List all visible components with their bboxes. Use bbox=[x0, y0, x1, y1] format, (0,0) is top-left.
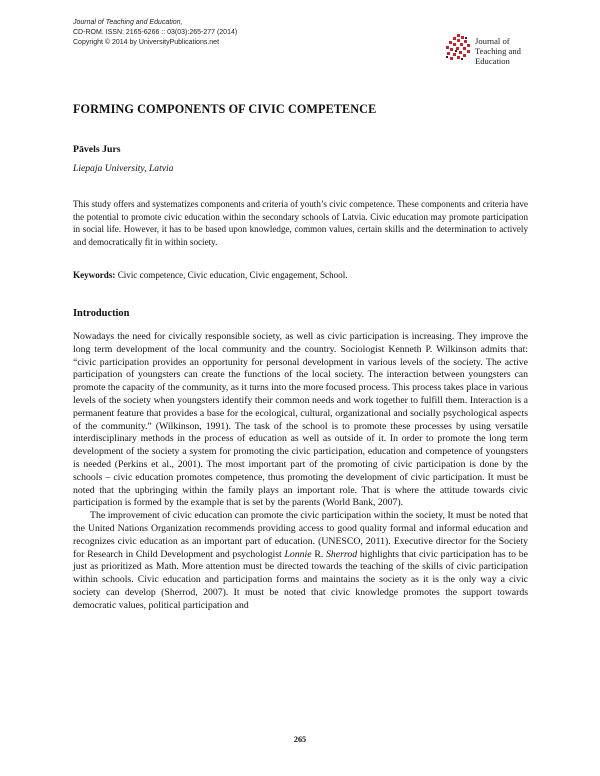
keywords-label: Keywords: bbox=[73, 270, 116, 280]
keywords-list: Civic competence, Civic education, Civic engagement, School. bbox=[115, 270, 348, 280]
section-heading-introduction: Introduction bbox=[73, 308, 130, 319]
journal-header bbox=[73, 18, 237, 47]
copyright-line: Copyright © 2014 by UniversityPublications.net bbox=[73, 38, 220, 46]
journal-name: Journal of Teaching and Education, bbox=[73, 19, 183, 26]
paragraph-1: Nowadays the need for civically responsible society, as well as civic participation is increasing. They improve the long term development of the local community and the country. Sociologist Kenneth P. Wilkinson admits that: “civic participation provides an opportunity for personal development in various levels of the society. The active participation of youngsters can create the functions of the local society. The interaction between youngsters can promote the capacity of the community, as it turns into the more focused process. This process takes place in various levels of the society when youngsters identify their common needs and work together to fulfill them. Interaction is a permanent feature that provides a base for the ecological, cultural, organizational and socially psychological aspects of the community.” (Wilkinson, 1991). The task of the school is to promote these processes by using versatile interdisciplinary methods in the process of education as well as outside of it. In order to promote the long term development of the society a system for promoting the civic participation, education and competence of youngsters is needed (Perkins et al., 2001). The most important part of the promoting of civic participation is done by the schools – civic education promotes competence, thus promoting the development of civic participation. It must be noted that the upbringing within the family plays an important role. That is where the attitude towards civic participation is formed by the example that is set by the parents (World Bank, 2007). bbox=[73, 331, 528, 509]
introduction-body bbox=[73, 331, 528, 613]
page-number: 265 bbox=[293, 735, 307, 744]
paragraph-2 bbox=[73, 510, 528, 612]
author-name: Pāvels Jurs bbox=[73, 144, 121, 155]
logo-line-2: Teaching and bbox=[475, 46, 521, 56]
journal-logo-icon bbox=[443, 33, 473, 63]
abstract: This study offers and systematizes components and criteria of youth’s civic competence. These components and criteria have the potential to promote civic education within the secondary schools of Latvia. Civic education may promote participation in social life. However, it has to be based upon knowledge, common values, certain skills and the determination to actively and democratically fit in within society. bbox=[73, 199, 528, 247]
name-lonnie: Lonnie bbox=[284, 548, 312, 560]
name-sherrod: Sherrod bbox=[326, 548, 358, 560]
journal-logo-text bbox=[475, 36, 521, 66]
journal-logo bbox=[443, 33, 533, 73]
logo-line-1: Journal of bbox=[475, 36, 510, 46]
paragraph-2-part-b: R. bbox=[311, 548, 327, 560]
paragraph-2-part-c: highlights that civic participation has to be just as prioritized as Math. More attention must be directed towards the teaching of the skills of civic participation within schools. Civic education and participation forms and maintains the society as it is the only way a civic society can develop (Sherrod, 2007). It must be noted that civic knowledge promotes the support towards democratic values, political participation and bbox=[73, 548, 528, 611]
keywords bbox=[73, 269, 528, 282]
logo-line-3: Education bbox=[475, 56, 510, 66]
issn-line: CD-ROM. ISSN: 2165-6266 :: 03(03):265-277 (2014) bbox=[73, 28, 238, 36]
paragraph-2-part-a: The improvement of civic education can promote the civic participation within the society, It must be noted that the United Nations Organization recommends providing access to good quality formal and informal education and recognizes civic education as an important part of education. (UNESCO, 2011). Executive director for the Society for Research in Child Development and psychologist bbox=[73, 510, 528, 560]
author-affiliation: Liepaja University, Latvia bbox=[73, 163, 174, 174]
article-title: FORMING COMPONENTS OF CIVIC COMPETENCE bbox=[73, 102, 377, 116]
